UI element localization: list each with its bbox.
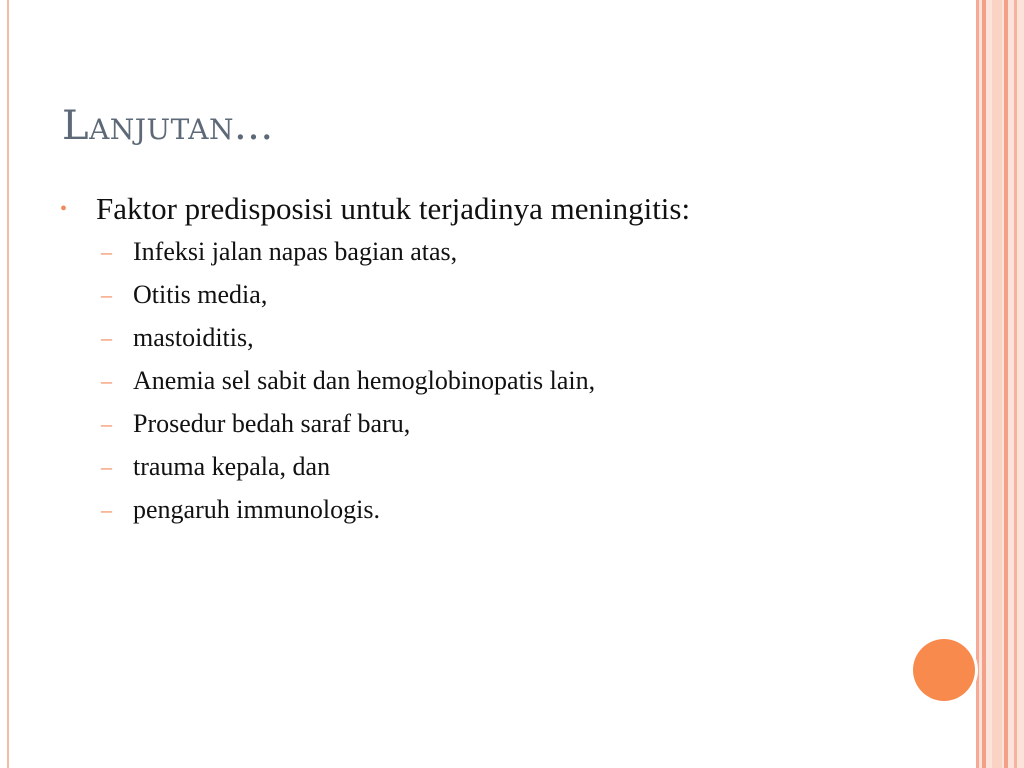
dash-icon: – — [101, 497, 112, 522]
bullet-item — [58, 188, 918, 230]
bullet-text: Faktor predisposisi untuk terjadinya meningitis: — [96, 191, 691, 226]
dash-icon: – — [101, 325, 112, 350]
stripe — [1004, 0, 1008, 768]
sub-item-text: trauma kepala, dan — [133, 452, 331, 481]
sub-item-text: mastoiditis, — [133, 323, 254, 352]
dash-icon: – — [101, 368, 112, 393]
sub-item-text: Prosedur bedah saraf baru, — [133, 409, 411, 438]
sub-list-item — [101, 488, 918, 531]
sub-list-item — [101, 402, 918, 445]
bullet-icon: • — [60, 198, 68, 220]
dash-icon: – — [101, 282, 112, 307]
sub-list-item — [101, 316, 918, 359]
sub-list-item — [101, 359, 918, 402]
left-border-line — [7, 0, 9, 768]
stripe — [982, 0, 986, 768]
sub-item-text: Anemia sel sabit dan hemoglobinopatis lain, — [133, 366, 596, 395]
stripe — [1014, 0, 1017, 768]
slide-title: Lanjutan... — [62, 103, 274, 149]
stripe — [976, 0, 979, 768]
accent-circle — [913, 639, 975, 701]
slide-content — [58, 188, 918, 531]
right-decorative-stripes — [976, 0, 1024, 768]
sub-item-text: Otitis media, — [133, 280, 268, 309]
dash-icon: – — [101, 239, 112, 264]
sub-item-text: Infeksi jalan napas bagian atas, — [133, 237, 458, 266]
dash-icon: – — [101, 454, 112, 479]
sub-list-item — [101, 445, 918, 488]
sub-item-text: pengaruh immunologis. — [133, 495, 380, 524]
sub-list — [58, 230, 918, 531]
stripe — [992, 0, 1002, 768]
sub-list-item — [101, 230, 918, 273]
sub-list-item — [101, 273, 918, 316]
dash-icon: – — [101, 411, 112, 436]
